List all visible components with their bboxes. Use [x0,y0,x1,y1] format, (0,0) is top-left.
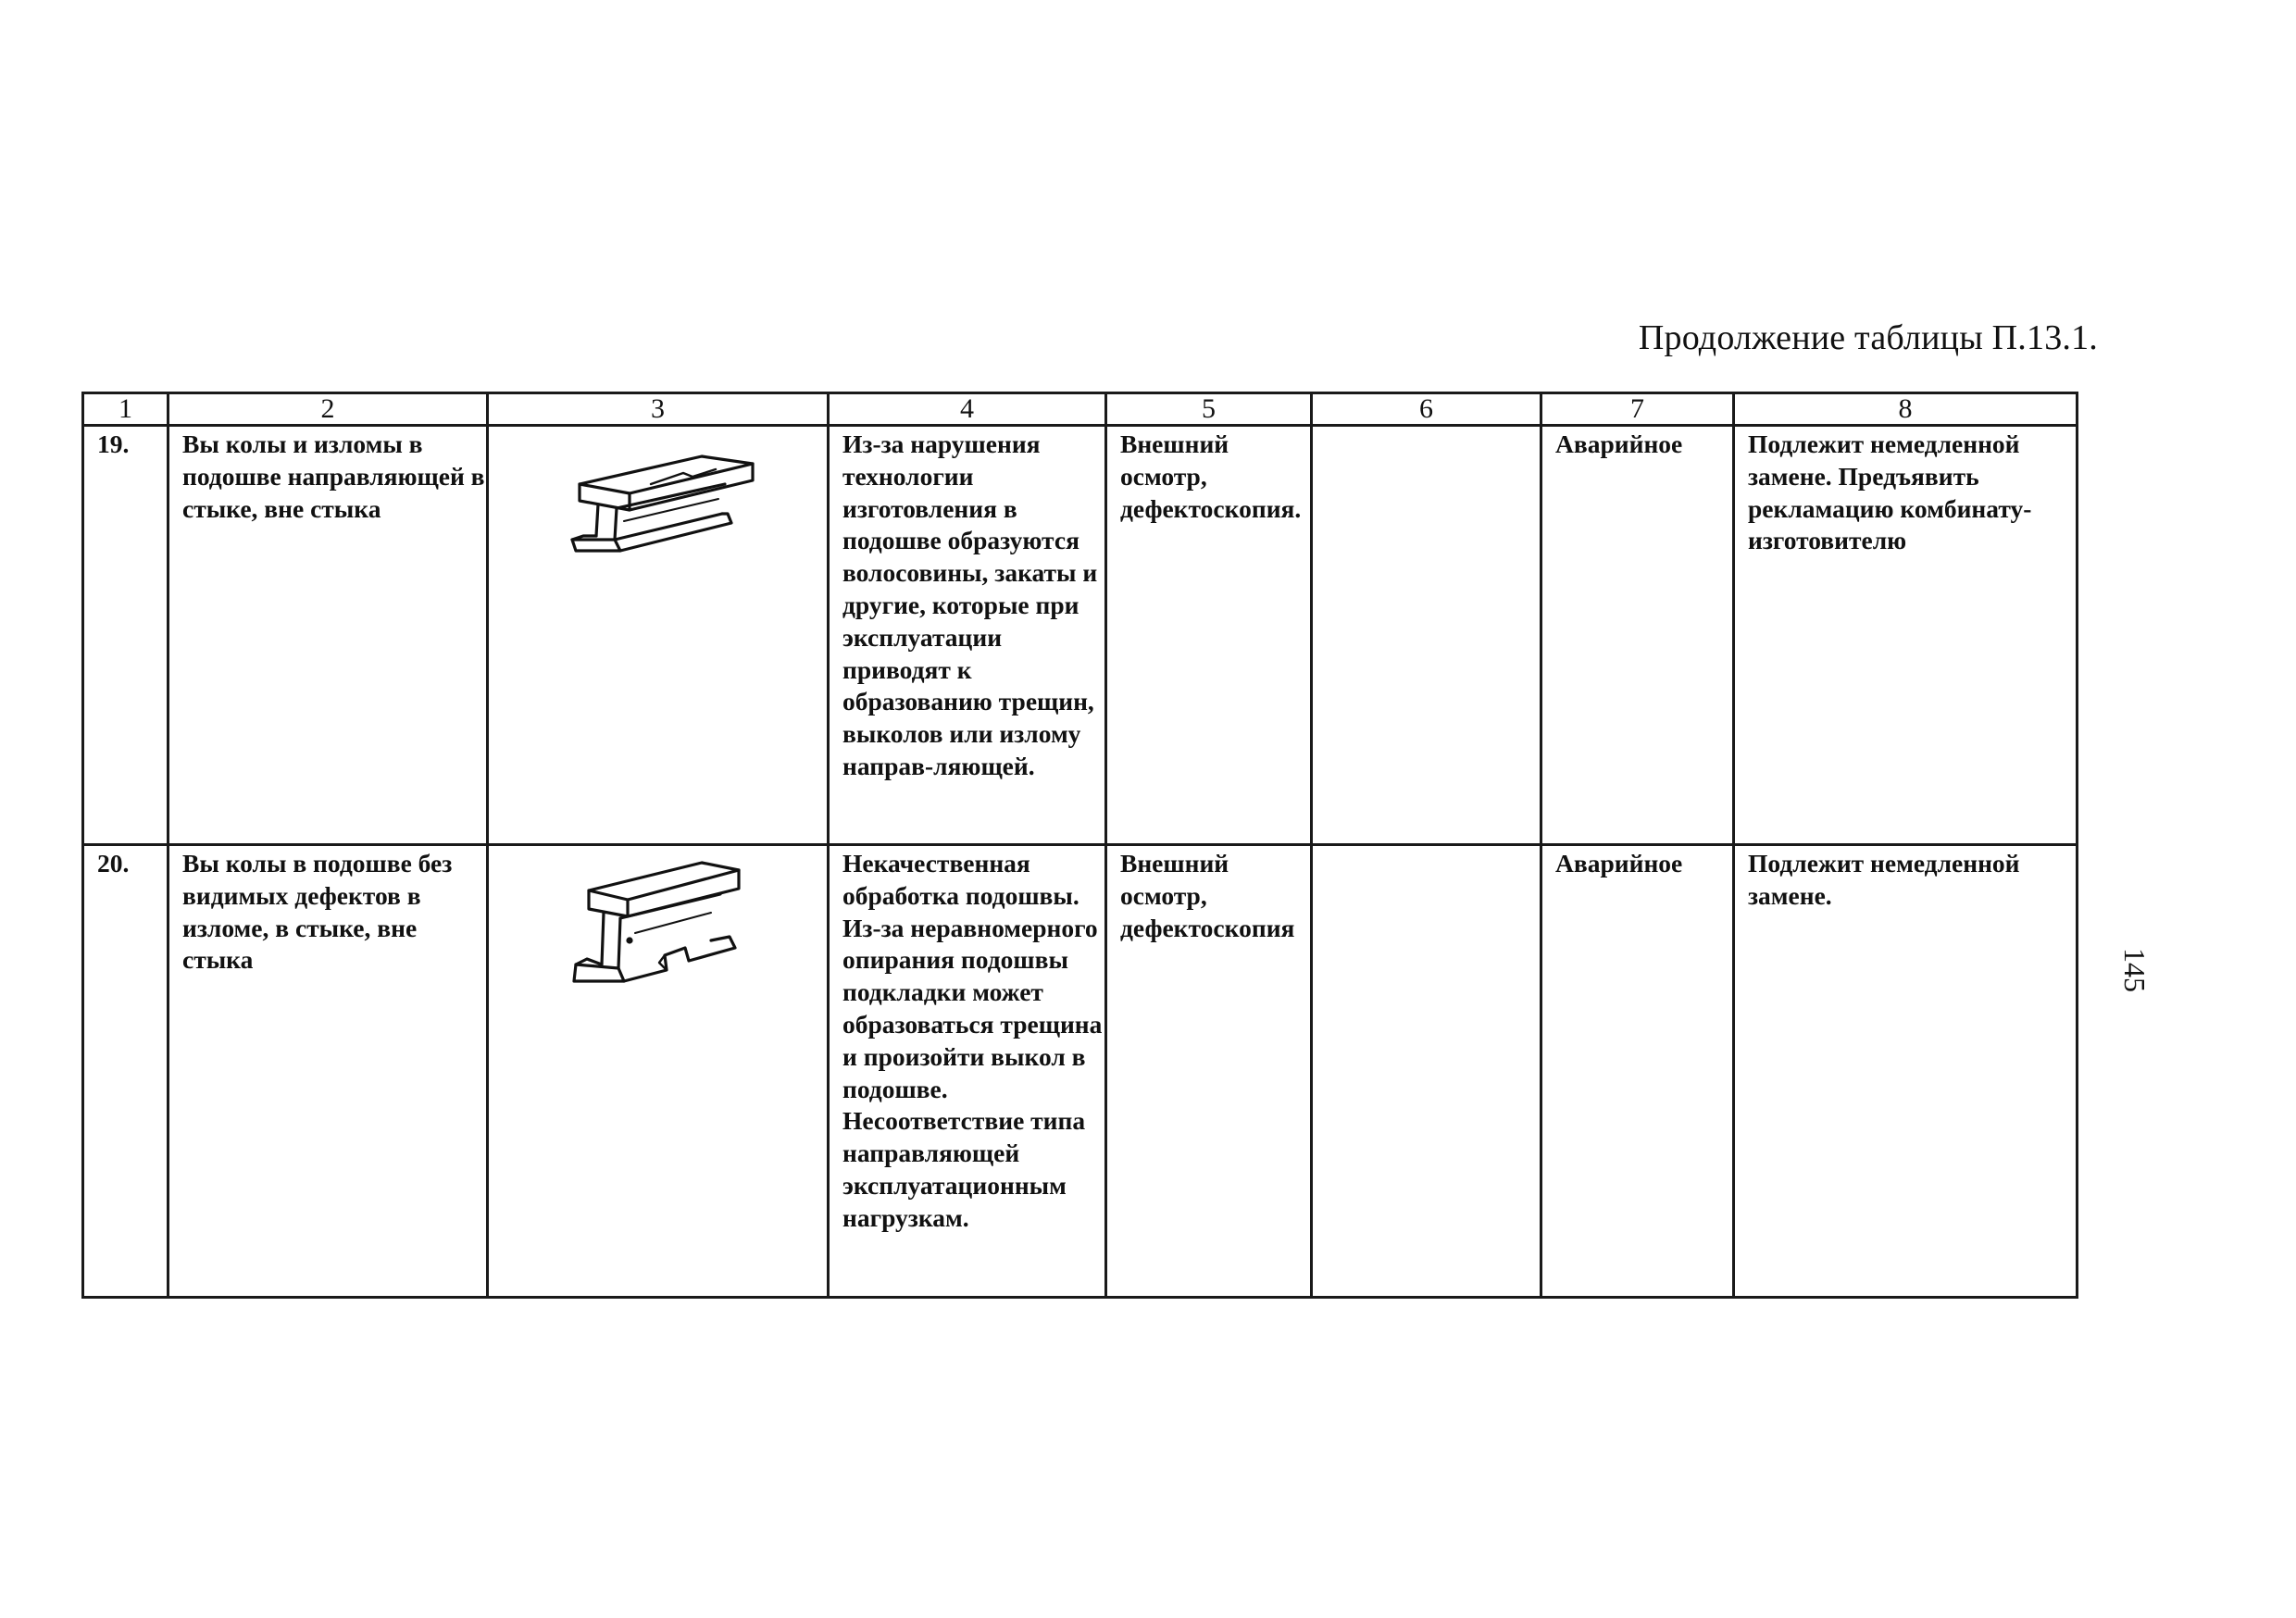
defect-illustration [488,845,829,1298]
defects-table [81,392,2078,1299]
column-header: 6 [1312,393,1541,426]
defect-description: Вы колы и изломы в подошве направляющей в стыке, вне стыка [168,426,488,845]
column-header: 8 [1734,393,2078,426]
status-cell: Аварийное [1541,845,1734,1298]
cause-description: Из-за нарушения технологии изготовления в подошве образуются волосовины, закаты и другие, которые при эксплуатации приводят к образованию трещин, выколов или излому направ-ляющей. [829,426,1106,845]
rail-profile-icon [563,436,767,556]
row-number: 19. [83,426,168,845]
defect-illustration [488,426,829,845]
defect-description: Вы колы в подошве без видимых дефектов в изломе, в стыке, вне стыка [168,845,488,1298]
detection-method: Внешний осмотр, дефектоскопия [1106,845,1312,1298]
column-header: 2 [168,393,488,426]
column-header: 7 [1541,393,1734,426]
column-header: 3 [488,393,829,426]
column-6-cell [1312,426,1541,845]
column-header: 5 [1106,393,1312,426]
table-caption: Продолжение таблицы П.13.1. [1638,318,2098,357]
column-header: 1 [83,393,168,426]
status-cell: Аварийное [1541,426,1734,845]
table-row [83,845,2078,1298]
action-cell: Подлежит немедленной замене. [1734,845,2078,1298]
detection-method: Внешний осмотр, дефектоскопия. [1106,426,1312,845]
page-number: 145 [2118,948,2152,992]
row-number: 20. [83,845,168,1298]
header-row [83,393,2078,426]
cause-description: Некачественная обработка подошвы. Из-за неравномерного опирания подошвы подкладки может образоваться трещина и произойти выкол в подошве. Несоответствие типа направляющей эксплуатационным нагрузкам. [829,845,1106,1298]
column-6-cell [1312,845,1541,1298]
column-header: 4 [829,393,1106,426]
action-cell: Подлежит немедленной замене. Предъявить рекламацию комбинату-изготовителю [1734,426,2078,845]
table-row [83,426,2078,845]
rail-broken-foot-icon [563,855,767,1003]
